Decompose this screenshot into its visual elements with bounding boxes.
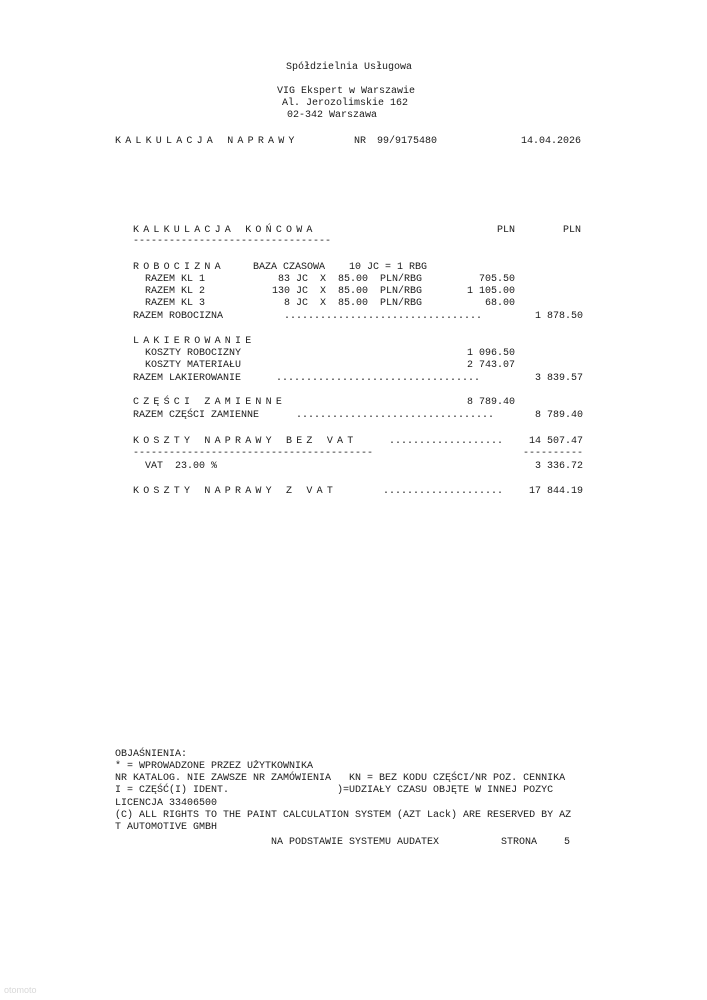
labour-row-jc: 83 (277, 274, 290, 285)
labour-row-amount: 705.50 (478, 274, 515, 285)
net-cost-leader: ................... (389, 436, 504, 447)
copyright-line: T AUTOMOTIVE GMBH (115, 822, 218, 833)
company-name: Spółdzielnia Usługowa (286, 62, 413, 73)
document-date: 14.04.2026 (521, 136, 582, 147)
labour-row-jc: 8 (283, 298, 290, 309)
summary-title: KALKULACJA KOŃCOWA (133, 225, 317, 236)
document-number-label: NR (354, 136, 367, 147)
paint-material-costs-label: KOSZTY MATERIAŁU (145, 360, 242, 371)
labour-row-jc: 130 (271, 286, 290, 297)
labour-row-name: RAZEM KL 3 (145, 298, 206, 309)
labour-total-label: RAZEM ROBOCIZNA (133, 311, 224, 322)
labour-title: ROBOCIZNA (133, 262, 225, 273)
parts-total: 8 789.40 (534, 410, 583, 421)
parts-title: CZĘŚCI ZAMIENNE (133, 397, 287, 408)
notes-line: * = WPROWADZONE PRZEZ UŻYTKOWNIKA (115, 761, 314, 772)
gross-cost-leader: .................... (383, 486, 504, 497)
firm-name: VIG Ekspert w Warszawie (277, 86, 416, 97)
paint-total: 3 839.57 (534, 373, 583, 384)
labour-total: 1 878.50 (534, 311, 583, 322)
copyright-line: (C) ALL RIGHTS TO THE PAINT CALCULATION SYSTEM (AZT Lack) ARE RESERVED BY AZ (115, 810, 572, 821)
vat-amount: 3 336.72 (534, 461, 583, 472)
labour-time-basis: BAZA CZASOWA 10 JC = 1 RBG (253, 262, 428, 273)
gross-cost-label: KOSZTY NAPRAWY Z VAT (133, 486, 338, 497)
document-title: KALKULACJA NAPRAWY (115, 136, 299, 147)
net-rule-left: ---------------------------------------- (133, 448, 374, 459)
notes-line: NR KATALOG. NIE ZAWSZE NR ZAMÓWIENIA KN = BEZ KODU CZĘŚCI/NR POZ. CENNIKA (115, 773, 566, 784)
labour-row-rate: JC X 85.00 PLN/RBG (296, 274, 423, 285)
paint-total-leader: .................................. (276, 373, 481, 384)
vat-label: VAT 23.00 % (145, 461, 218, 472)
labour-row-rate: JC X 85.00 PLN/RBG (296, 286, 423, 297)
firm-street: Al. Jerozolimskie 162 (282, 98, 409, 109)
page-label: STRONA (501, 837, 538, 848)
system-credit: NA PODSTAWIE SYSTEMU AUDATEX (271, 837, 440, 848)
labour-row-rate: JC X 85.00 PLN/RBG (296, 298, 423, 309)
labour-row-amount: 68.00 (484, 298, 515, 309)
paint-labour-costs-label: KOSZTY ROBOCIZNY (145, 348, 242, 359)
summary-underline: --------------------------------- (133, 236, 332, 247)
labour-row-name: RAZEM KL 2 (145, 286, 206, 297)
parts-total-label: RAZEM CZĘŚCI ZAMIENNE (133, 410, 260, 421)
gross-cost-total: 17 844.19 (528, 486, 583, 497)
labour-total-leader: ................................. (284, 311, 483, 322)
net-cost-total: 14 507.47 (528, 436, 583, 447)
license-line: LICENCJA 33406500 (115, 798, 218, 809)
paint-total-label: RAZEM LAKIEROWANIE (133, 373, 242, 384)
labour-row-amount: 1 105.00 (466, 286, 515, 297)
notes-line: I = CZĘŚĆ(I) IDENT. )=UDZIAŁY CZASU OBJĘTE W INNEJ POZYC (115, 785, 554, 796)
paint-title: LAKIEROWANIE (133, 336, 256, 347)
watermark-logo: otomoto (4, 985, 37, 995)
document-number: 99/9175480 (377, 136, 438, 147)
firm-city: 02-342 Warszawa (287, 110, 378, 121)
labour-row-name: RAZEM KL 1 (145, 274, 206, 285)
paint-labour-costs: 1 096.50 (466, 348, 515, 359)
paint-material-costs: 2 743.07 (466, 360, 515, 371)
net-rule-right: ---------- (523, 448, 584, 459)
column-header-pln-1: PLN (497, 225, 516, 236)
page-number: 5 (564, 837, 571, 848)
parts-amount: 8 789.40 (466, 397, 515, 408)
parts-total-leader: ................................. (296, 410, 495, 421)
column-header-pln-2: PLN (563, 225, 582, 236)
net-cost-label: KOSZTY NAPRAWY BEZ VAT (133, 436, 358, 447)
notes-title: OBJAŚNIENIA: (115, 749, 188, 760)
